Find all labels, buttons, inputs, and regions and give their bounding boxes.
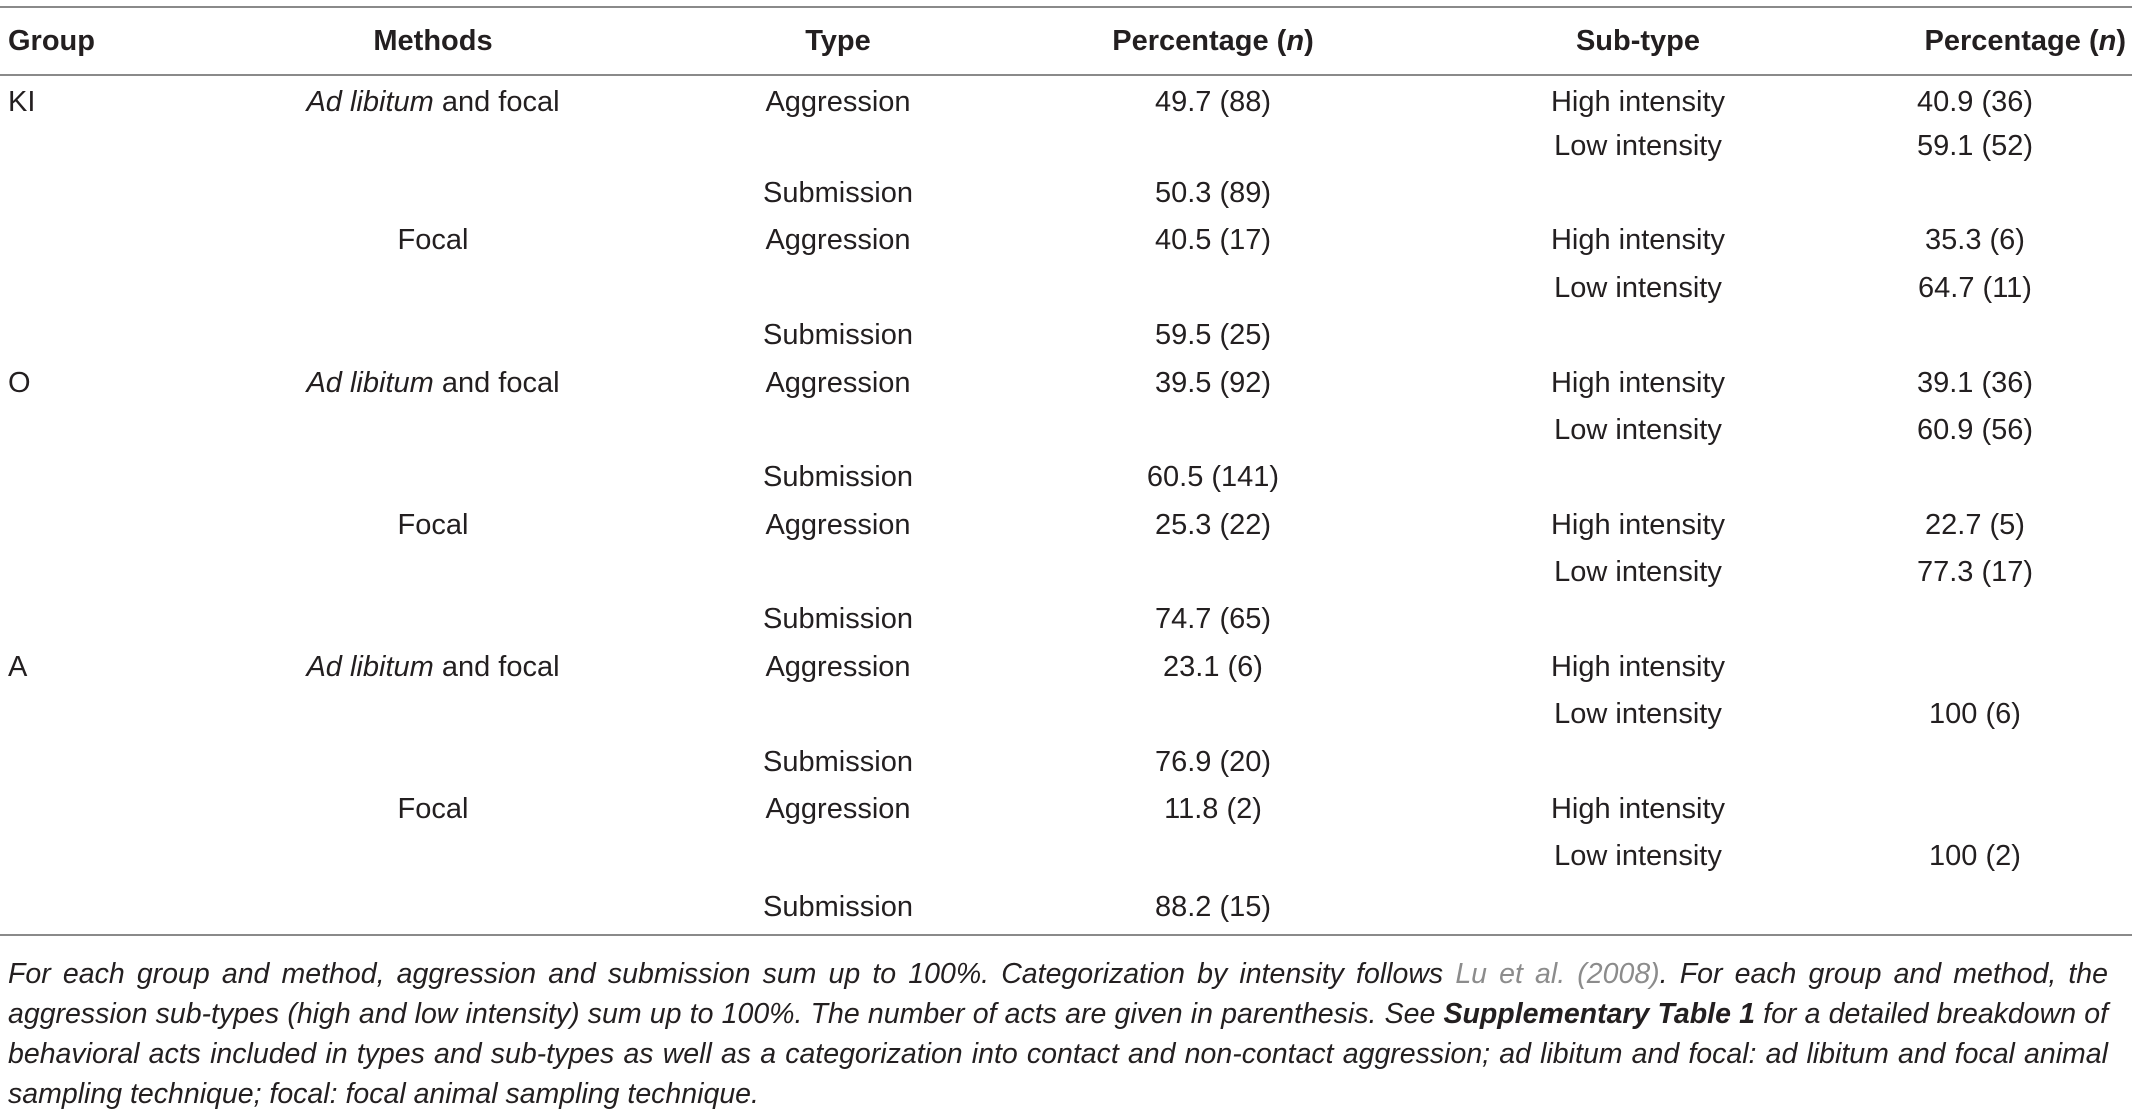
method-cell bbox=[158, 170, 708, 217]
group-cell bbox=[0, 454, 158, 501]
subtype-cell: High intensity bbox=[1550, 85, 1726, 118]
type-cell: Submission bbox=[763, 176, 913, 209]
table-row bbox=[0, 644, 2132, 691]
group-cell: O bbox=[8, 366, 31, 399]
type-cell: Aggression bbox=[765, 793, 911, 826]
subtype-cell bbox=[1458, 170, 1818, 217]
type-cell bbox=[708, 407, 968, 454]
table-row bbox=[0, 265, 2132, 312]
table-body bbox=[0, 75, 2132, 935]
group-cell bbox=[0, 691, 158, 738]
type-cell bbox=[708, 122, 968, 169]
table-row bbox=[0, 312, 2132, 359]
method-ad-libitum: Ad libitum bbox=[306, 85, 434, 118]
subtype-cell bbox=[1458, 738, 1818, 785]
header-percentage-n: n bbox=[1286, 24, 1305, 57]
group-cell bbox=[0, 881, 158, 935]
table-row bbox=[0, 833, 2132, 880]
table-row bbox=[0, 738, 2132, 785]
subtype-percentage-cell bbox=[1818, 170, 2132, 217]
type-cell: Aggression bbox=[765, 508, 911, 541]
group-cell bbox=[0, 407, 158, 454]
table-row bbox=[0, 786, 2132, 833]
method-cell bbox=[158, 75, 708, 122]
table-row bbox=[0, 549, 2132, 596]
subtype-percentage-cell bbox=[1818, 786, 2132, 833]
type-cell: Aggression bbox=[765, 366, 911, 399]
subtype-percentage-cell bbox=[1818, 738, 2132, 785]
subtype-cell: Low intensity bbox=[1554, 413, 1722, 446]
group-cell bbox=[0, 502, 158, 549]
group-cell bbox=[0, 217, 158, 264]
subtype-percentage-cell: 100 (6) bbox=[1929, 698, 2021, 731]
method-cell bbox=[158, 881, 708, 935]
subtype-cell: Low intensity bbox=[1554, 556, 1722, 589]
subtype-cell bbox=[1458, 881, 1818, 935]
type-cell: Aggression bbox=[765, 650, 911, 683]
header-subtype: Sub-type bbox=[1458, 7, 1818, 75]
percentage-cell: 40.5 (17) bbox=[1154, 224, 1272, 257]
group-cell bbox=[0, 265, 158, 312]
table-row bbox=[0, 122, 2132, 169]
method-cell bbox=[158, 122, 708, 169]
subtype-cell: Low intensity bbox=[1554, 840, 1722, 873]
method-cell: Focal bbox=[397, 508, 469, 541]
method-ad-libitum: Ad libitum bbox=[306, 366, 434, 399]
type-cell bbox=[708, 833, 968, 880]
subtype-cell: Low intensity bbox=[1554, 271, 1722, 304]
header-subtype-percentage-n: n bbox=[2098, 24, 2117, 57]
method-and-focal: and focal bbox=[433, 85, 560, 118]
method-ad-libitum: Ad libitum bbox=[306, 650, 434, 683]
header-methods: Methods bbox=[158, 7, 708, 75]
header-group: Group bbox=[0, 7, 158, 75]
type-cell: Submission bbox=[763, 745, 913, 778]
group-cell bbox=[0, 312, 158, 359]
type-cell: Submission bbox=[708, 881, 968, 935]
header-subtype-percentage-prefix: Percentage ( bbox=[1924, 24, 2099, 57]
subtype-cell: High intensity bbox=[1550, 650, 1726, 683]
citation-link[interactable]: Lu et al. (2008) bbox=[1455, 958, 1660, 990]
method-and-focal: and focal bbox=[433, 366, 560, 399]
footnote-part2: . For each group and method, the aggression sub-types (high and low intensity) sum up to 100%. The number of acts are given in parenthesis. See bbox=[8, 958, 2108, 1030]
subtype-cell: High intensity bbox=[1550, 508, 1726, 541]
method-cell bbox=[158, 359, 708, 406]
percentage-cell bbox=[968, 407, 1458, 454]
method-cell bbox=[158, 691, 708, 738]
percentage-cell: 23.1 (6) bbox=[1163, 650, 1263, 683]
group-cell bbox=[0, 596, 158, 643]
header-subtype-percentage bbox=[1818, 7, 2132, 75]
header-percentage-prefix: Percentage ( bbox=[1112, 24, 1287, 57]
subtype-cell bbox=[1458, 454, 1818, 501]
subtype-percentage-cell bbox=[1818, 312, 2132, 359]
method-cell bbox=[158, 265, 708, 312]
group-cell: KI bbox=[8, 85, 36, 118]
percentage-cell bbox=[968, 122, 1458, 169]
type-cell: Submission bbox=[763, 603, 913, 636]
table-row bbox=[0, 75, 2132, 122]
subtype-percentage-cell: 77.3 (17) bbox=[1916, 556, 2034, 589]
subtype-percentage-cell: 22.7 (5) bbox=[1925, 508, 2025, 541]
results-table bbox=[0, 6, 2132, 936]
group-cell bbox=[0, 738, 158, 785]
type-cell bbox=[708, 549, 968, 596]
percentage-cell: 60.5 (141) bbox=[1146, 461, 1280, 494]
subtype-percentage-cell: 40.9 (36) bbox=[1916, 85, 2034, 118]
method-cell bbox=[158, 833, 708, 880]
method-cell bbox=[158, 407, 708, 454]
type-cell bbox=[708, 691, 968, 738]
table-row bbox=[0, 454, 2132, 501]
group-cell bbox=[0, 549, 158, 596]
percentage-cell: 11.8 (2) bbox=[1164, 793, 1262, 826]
percentage-cell: 88.2 (15) bbox=[968, 881, 1458, 935]
method-cell bbox=[158, 596, 708, 643]
method-and-focal: and focal bbox=[433, 650, 560, 683]
table-row bbox=[0, 407, 2132, 454]
percentage-cell: 76.9 (20) bbox=[1154, 745, 1272, 778]
header-percentage-suffix: ) bbox=[1304, 24, 1314, 57]
table-row bbox=[0, 691, 2132, 738]
subtype-percentage-cell: 35.3 (6) bbox=[1925, 224, 2025, 257]
type-cell: Aggression bbox=[765, 224, 911, 257]
footnote-part1: For each group and method, aggression and submission sum up to 100%. Categorization by intensity follows bbox=[8, 958, 1456, 990]
group-cell bbox=[0, 833, 158, 880]
method-cell bbox=[158, 454, 708, 501]
header-subtype-percentage-suffix: ) bbox=[2116, 24, 2126, 57]
table-row bbox=[0, 502, 2132, 549]
group-cell: A bbox=[8, 650, 28, 683]
subtype-cell: High intensity bbox=[1550, 224, 1726, 257]
table-row bbox=[0, 170, 2132, 217]
subtype-percentage-cell: 39.1 (36) bbox=[1916, 366, 2034, 399]
subtype-percentage-cell bbox=[1818, 454, 2132, 501]
subtype-percentage-cell: 64.7 (11) bbox=[1918, 271, 2032, 304]
method-cell bbox=[158, 312, 708, 359]
header-percentage bbox=[968, 7, 1458, 75]
percentage-cell: 50.3 (89) bbox=[1154, 176, 1272, 209]
subtype-cell bbox=[1458, 596, 1818, 643]
table-row bbox=[0, 359, 2132, 406]
subtype-percentage-cell: 59.1 (52) bbox=[1916, 129, 2034, 162]
percentage-cell bbox=[968, 265, 1458, 312]
percentage-cell: 25.3 (22) bbox=[1154, 508, 1272, 541]
method-cell: Focal bbox=[397, 793, 469, 826]
subtype-cell: High intensity bbox=[1550, 366, 1726, 399]
percentage-cell: 74.7 (65) bbox=[1154, 603, 1272, 636]
percentage-cell: 49.7 (88) bbox=[1154, 85, 1272, 118]
type-cell: Submission bbox=[763, 319, 913, 352]
table-header bbox=[0, 7, 2132, 75]
subtype-percentage-cell: 100 (2) bbox=[1929, 840, 2021, 873]
subtype-cell: Low intensity bbox=[1554, 698, 1722, 731]
percentage-cell: 59.5 (25) bbox=[1154, 319, 1272, 352]
supplementary-table-link[interactable]: Supplementary Table 1 bbox=[1443, 998, 1755, 1030]
percentage-cell bbox=[968, 549, 1458, 596]
subtype-cell: Low intensity bbox=[1554, 129, 1722, 162]
percentage-cell bbox=[968, 691, 1458, 738]
type-cell: Aggression bbox=[765, 85, 911, 118]
subtype-percentage-cell bbox=[1818, 596, 2132, 643]
method-cell bbox=[158, 549, 708, 596]
percentage-cell bbox=[968, 833, 1458, 880]
table-footnote bbox=[8, 954, 2108, 1114]
subtype-percentage-cell bbox=[1818, 644, 2132, 691]
table-row bbox=[0, 217, 2132, 264]
method-cell bbox=[158, 644, 708, 691]
group-cell bbox=[0, 122, 158, 169]
subtype-cell bbox=[1458, 312, 1818, 359]
table-row bbox=[0, 596, 2132, 643]
type-cell: Submission bbox=[763, 461, 913, 494]
subtype-percentage-cell: 60.9 (56) bbox=[1916, 413, 2034, 446]
footnote-part3: for a detailed breakdown of behavioral acts included in types and sub-types as well as a categorization into contact and non-contact aggression; ad libitum and focal: ad libitum and focal animal sampling technique; focal: focal animal sampling technique. bbox=[8, 998, 2108, 1110]
subtype-percentage-cell bbox=[1818, 881, 2132, 935]
header-row bbox=[0, 7, 2132, 75]
percentage-cell: 39.5 (92) bbox=[1154, 366, 1272, 399]
type-cell bbox=[708, 265, 968, 312]
table-row bbox=[0, 881, 2132, 935]
group-cell bbox=[0, 786, 158, 833]
method-cell: Focal bbox=[397, 224, 469, 257]
subtype-cell: High intensity bbox=[1550, 793, 1726, 826]
header-type: Type bbox=[708, 7, 968, 75]
group-cell bbox=[0, 170, 158, 217]
method-cell bbox=[158, 738, 708, 785]
